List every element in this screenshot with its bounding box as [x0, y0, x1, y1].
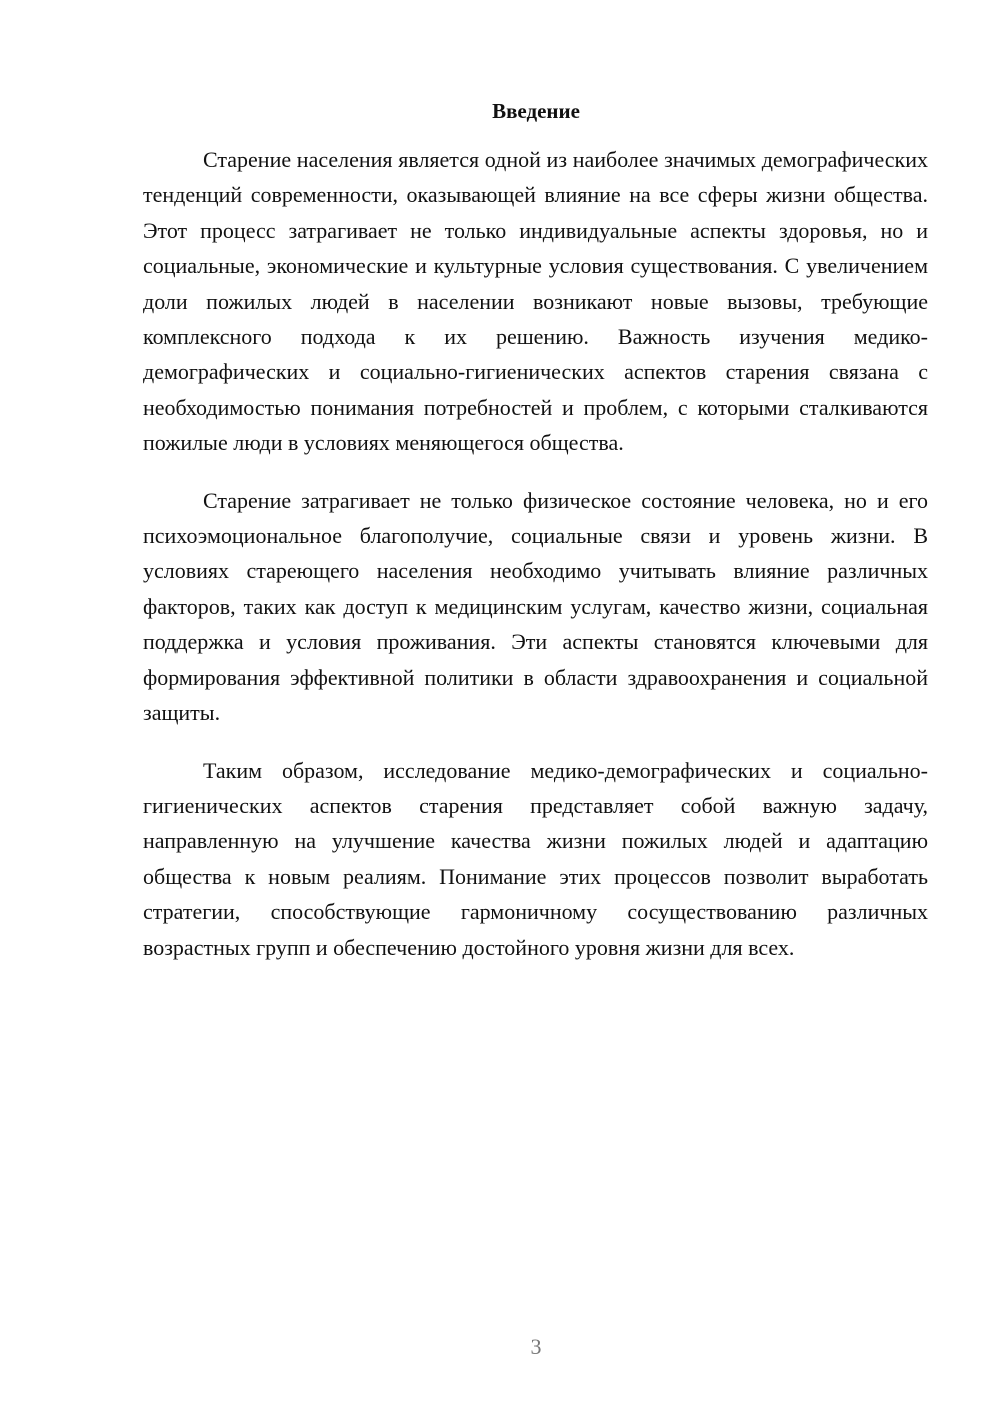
paragraph-2: Старение затрагивает не только физическое состояние человека, но и его психоэмоциональное благополучие, социальные связи и уровень жизни. В условиях стареющего населения необходимо учитывать влияние различных факторов, таких как доступ к медицинским услугам, качество жизни, социальная поддержка и условия проживания. Эти аспекты становятся ключевыми для формирования эффективной политики в области здравоохранения и социальной защиты.	[143, 487, 928, 726]
page-number: 3	[530, 1334, 542, 1359]
body-text	[143, 142, 928, 987]
section-heading: Введение	[492, 99, 580, 123]
paragraph-3: Таким образом, исследование медико-демографических и социально-гигиенических аспектов старения представляет собой важную задачу, направленную на улучшение качества жизни пожилых людей и адаптацию общества к новым реалиям. Понимание этих процессов позволит выработать стратегии, способствующие гармоничному сосуществованию различных возрастных групп и обеспечению достойного уровня жизни для всех.	[143, 757, 928, 960]
paragraph-1: Старение населения является одной из наиболее значимых демографических тенденций современности, оказывающей влияние на все сферы жизни общества. Этот процесс затрагивает не только индивидуальные аспекты здоровья, но и социальные, экономические и культурные условия существования. С увеличением доли пожилых людей в населении возникают новые вызовы, требующие комплексного подхода к их решению. Важность изучения медико-демографических и социально-гигиенических аспектов старения связана с необходимостью понимания потребностей и проблем, с которыми сталкиваются пожилые люди в условиях меняющегося общества.	[143, 147, 928, 456]
